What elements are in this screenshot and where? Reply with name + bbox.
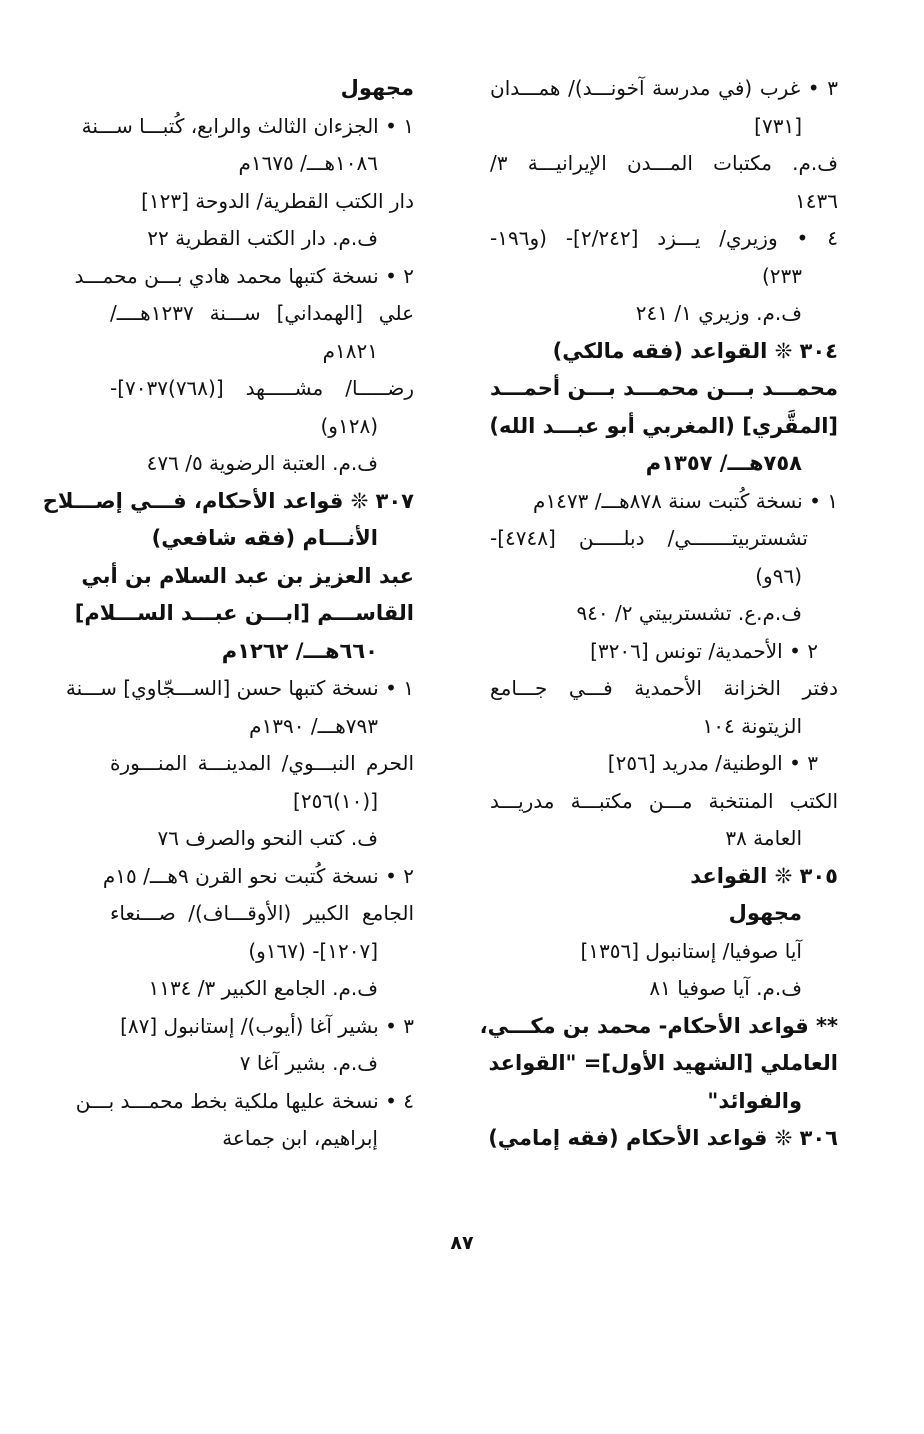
left-column-line: إبراهيم، ابن جماعة: [222, 1126, 378, 1150]
left-column-line: عبد العزيز بن عبد السلام بن أبي: [81, 563, 414, 588]
left-column-line: الأنـــام (فقه شافعي): [151, 526, 378, 550]
right-column-line: ٣ • الوطنية/ مدريد [٢٥٦]: [607, 751, 818, 775]
right-column-line: العاملي [الشهيد الأول]= "القواعد: [488, 1051, 838, 1075]
right-column-line: [٧٣١]: [754, 113, 802, 138]
right-column-line: الزيتونة ١٠٤: [702, 713, 802, 738]
left-column-line: ف.م. دار الكتب القطرية ٢٢: [147, 226, 378, 250]
right-column-line: الكتب المنتخبة مـــن مكتبـــة مدريـــد: [490, 788, 838, 813]
right-column-line: ٣٠٤ ❊ القواعد (فقه مالكي): [552, 338, 838, 363]
right-column-line: ٣٠٦ ❊ قواعد الأحكام (فقه إمامي): [488, 1126, 838, 1150]
right-column-line: آيا صوفيا/ إستانبول [١٣٥٦]: [580, 938, 802, 963]
right-column-line: ٣٠٥ ❊ القواعد: [690, 863, 838, 888]
right-column-line: ١٤٣٦: [795, 188, 838, 213]
left-column-line: الحرم النبـــوي/ المدينـــة المنـــورة: [110, 751, 414, 775]
left-column-line: ف.م. العتبة الرضوية ٥/ ٤٧٦: [146, 451, 378, 475]
right-column-line: ٤ • وزيري/ يـــزد [٢/٢٤٢]- (و١٩٦-: [490, 226, 838, 250]
right-column-line: ٣ • غرب (في مدرسة آخونـــد)/ همـــدان: [490, 76, 838, 100]
right-column-line: محمـــد بـــن محمـــد بـــن أحمـــد: [490, 376, 838, 400]
left-column-line: ٧٩٣هـــ/ ١٣٩٠م: [249, 713, 378, 738]
right-column-line: ١ • نسخة كُتبت سنة ٨٧٨هـــ/ ١٤٧٣م: [533, 488, 838, 513]
right-column-line: مجهول: [728, 901, 802, 925]
left-column-line: القاســـم [ابـــن عبـــد الســـلام]: [74, 601, 414, 625]
left-column-line: ١٠٨٦هـــ/ ١٦٧٥م: [238, 151, 378, 175]
page-number: ٨٧: [450, 1232, 474, 1254]
left-column-line: ١ • الجزءان الثالث والرابع، كُتبـــا ســـنة: [81, 113, 414, 138]
left-column-line: رضـــــا/ مشـــــهد [(٧٦٨)٧٠٣٧]-: [110, 376, 414, 400]
right-column-line: ف.م. آيا صوفيا ٨١: [649, 976, 802, 1000]
left-column: [42, 70, 414, 1158]
left-column-line: ٢ • نسخة كتبها محمد هادي بـــن محمـــد: [74, 263, 414, 288]
left-column-line: دار الكتب القطرية/ الدوحة [١٢٣]: [141, 188, 414, 213]
right-column-line: دفتر الخزانة الأحمدية فـــي جـــامع: [490, 676, 838, 700]
right-column-line: ف.م.ع. تشستربيتي ٢/ ٩٤٠: [576, 601, 802, 625]
left-column-line: [(١٠)٢٥٦]: [293, 788, 378, 813]
right-column-line: ٧٥٨هـــ/ ١٣٥٧م: [645, 451, 802, 475]
left-column-line: ٣ • بشير آغا (أيوب)/ إستانبول [٨٧]: [120, 1013, 414, 1038]
left-column-line: ف. كتب النحو والصرف ٧٦: [157, 826, 378, 850]
left-column-line: ٣٠٧ ❊ قواعد الأحكام، فـــي إصـــلاح: [42, 488, 414, 513]
right-column-line: ف.م. وزيري ١/ ٢٤١: [635, 301, 802, 325]
left-column-line: علي [الهمداني] ســـنة ١٢٣٧هــــ/: [110, 301, 414, 325]
left-column-line: ١٨٢١م: [322, 338, 378, 363]
right-column-line: ف.م. مكتبات المـــدن الإيرانيـــة ٣/: [490, 151, 838, 175]
right-column-line: تشستربيتـــــــي/ دبلـــــن [٤٧٤٨]-: [490, 526, 808, 550]
right-column-line: (٩٦و): [755, 563, 802, 588]
right-column-line: ** قواعد الأحكام- محمد بن مكـــي،: [479, 1013, 838, 1038]
right-column-line: العامة ٣٨: [725, 826, 802, 850]
left-column-line: الجامع الكبير (الأوقـــاف)/ صـــنعاء: [110, 901, 414, 925]
right-column-line: ٢٣٣): [761, 263, 802, 288]
left-column-line: ٢ • نسخة كُتبت نحو القرن ٩هـــ/ ١٥م: [102, 863, 414, 888]
right-column-line: ٢ • الأحمدية/ تونس [٣٢٠٦]: [590, 638, 818, 663]
left-column-line: [١٢٠٧]- (١٦٧و): [248, 938, 378, 963]
left-column-line: ف.م. بشير آغا ٧: [239, 1051, 378, 1075]
left-column-line: ف.م. الجامع الكبير ٣/ ١١٣٤: [148, 976, 378, 1000]
left-column-line: ٤ • نسخة عليها ملكية بخط محمـــد بـــن: [75, 1088, 414, 1113]
right-column-line: والفوائد": [707, 1088, 802, 1113]
left-column-line: ٦٦٠هـــ/ ١٢٦٢م: [221, 638, 378, 663]
left-column-line: مجهول: [340, 76, 414, 100]
right-column: [479, 70, 838, 1158]
left-column-line: (١٢٨و): [320, 413, 378, 438]
right-column-line: [المقَّري] (المغربي أبو عبـــد الله): [489, 413, 838, 438]
left-column-line: ١ • نسخة كتبها حسن [الســـجّاوي] ســـنة: [65, 676, 414, 700]
